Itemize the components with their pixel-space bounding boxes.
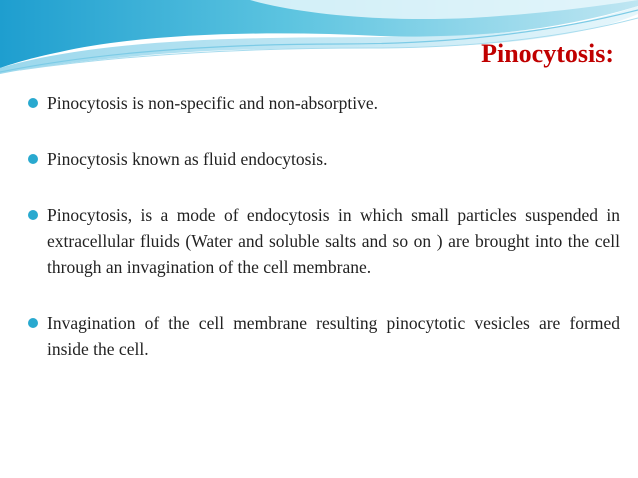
bullet-item bbox=[28, 90, 620, 116]
bullet-dot-icon bbox=[28, 98, 38, 108]
bullet-text: Pinocytosis known as fluid endocytosis. bbox=[47, 149, 328, 169]
bullet-item bbox=[28, 310, 620, 362]
bullet-dot-icon bbox=[28, 210, 38, 220]
bullet-text: Pinocytosis, is a mode of endocytosis in which small particles suspended in extracellular fluids (Water and soluble salts and so on ) are brought into the cell through an invagination of the cell membrane. bbox=[47, 205, 620, 277]
bullet-text: Pinocytosis is non-specific and non-absorptive. bbox=[47, 93, 378, 113]
bullet-dot-icon bbox=[28, 318, 38, 328]
bullet-text: Invagination of the cell membrane resulting pinocytotic vesicles are formed inside the cell. bbox=[47, 313, 620, 359]
bullet-dot-icon bbox=[28, 154, 38, 164]
bullet-list bbox=[28, 90, 620, 362]
slide-title: Pinocytosis: bbox=[481, 39, 614, 68]
bullet-item bbox=[28, 202, 620, 280]
bullet-item bbox=[28, 146, 620, 172]
